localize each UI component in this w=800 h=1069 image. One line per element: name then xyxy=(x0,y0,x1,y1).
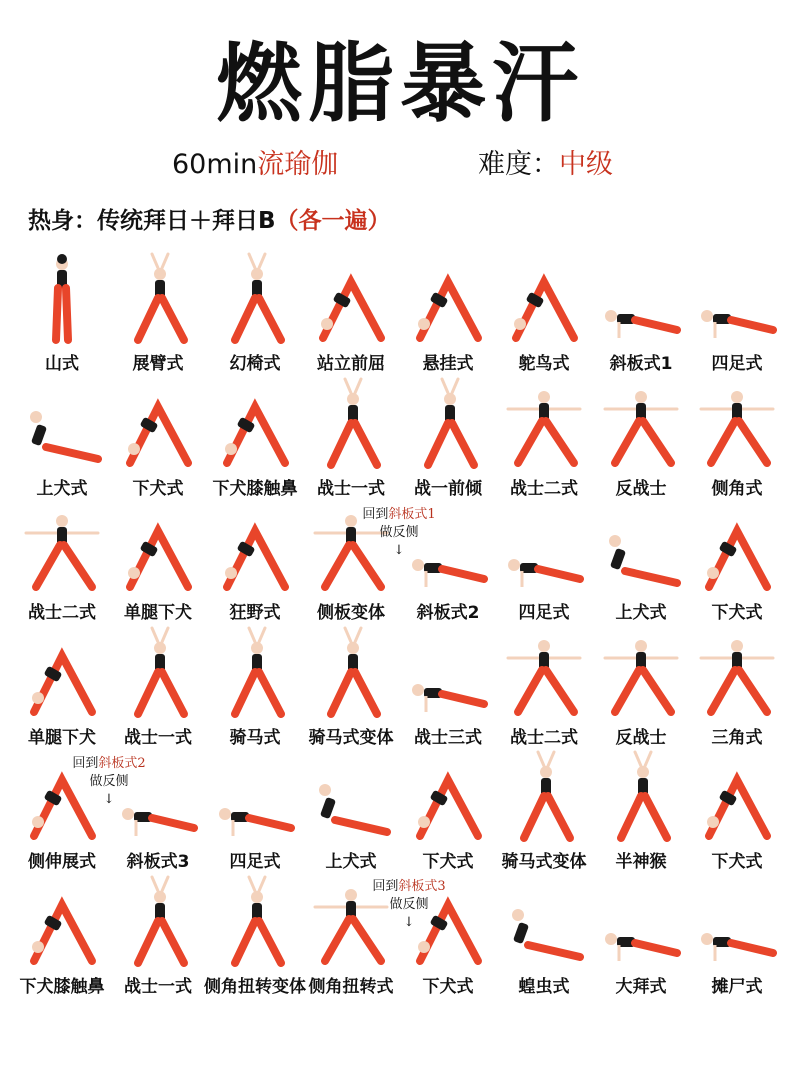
pose-card xyxy=(496,499,592,623)
yoga-pose-figure-icon xyxy=(215,377,295,471)
pose-name: 战士二式 xyxy=(510,478,578,499)
pose-name: 反战士 xyxy=(615,727,667,748)
yoga-pose-figure-icon xyxy=(601,501,681,595)
repeat-note-prefix: 回到 xyxy=(362,507,389,522)
yoga-pose-figure-icon xyxy=(118,501,198,595)
yoga-pose-figure-icon xyxy=(22,377,102,471)
yoga-pose-figure-icon xyxy=(311,377,391,471)
pose-name: 三角式 xyxy=(711,727,763,748)
pose-name: 悬挂式 xyxy=(422,354,474,374)
pose-card xyxy=(14,499,110,623)
pose-name: 站立前屈 xyxy=(317,354,385,374)
pose-card xyxy=(496,873,592,997)
pose-name: 反战士 xyxy=(615,478,667,499)
pose-card xyxy=(400,748,496,872)
pose-name: 摊尸式 xyxy=(711,976,763,997)
yoga-pose-figure-icon xyxy=(697,875,777,969)
pose-card xyxy=(400,250,496,374)
pose-card xyxy=(207,624,303,748)
repeat-note-1 xyxy=(334,506,464,560)
pose-name: 骑马式变体 xyxy=(501,852,587,872)
repeat-note-target: 斜板式1 xyxy=(388,507,436,522)
pose-name: 骑马式 xyxy=(229,727,281,748)
pose-name: 侧伸展式 xyxy=(28,852,96,872)
pose-name: 下犬式 xyxy=(422,976,474,997)
pose-card xyxy=(14,250,110,374)
yoga-pose-figure-icon xyxy=(601,252,681,346)
pose-name: 战士一式 xyxy=(124,976,192,997)
pose-card xyxy=(110,624,206,748)
pose-name: 下犬膝触鼻 xyxy=(212,478,298,499)
yoga-pose-figure-icon xyxy=(311,626,391,720)
repeat-note-target: 斜板式2 xyxy=(98,756,146,771)
pose-card xyxy=(689,873,785,997)
pose-name: 下犬膝触鼻 xyxy=(19,976,105,997)
difficulty-value: 中级 xyxy=(559,149,613,180)
yoga-pose-figure-icon xyxy=(408,252,488,346)
pose-name: 展臂式 xyxy=(132,354,184,374)
pose-name: 上犬式 xyxy=(325,852,377,872)
yoga-pose-figure-icon xyxy=(22,626,102,720)
pose-card xyxy=(496,748,592,872)
repeat-note-3 xyxy=(344,878,474,932)
repeat-note-target: 斜板式3 xyxy=(398,879,446,894)
yoga-pose-figure-icon xyxy=(22,501,102,595)
repeat-note-action: 做反侧 xyxy=(379,525,419,540)
pose-name: 单腿下犬 xyxy=(28,727,96,748)
pose-name: 战士一式 xyxy=(124,727,192,748)
pose-name: 幻椅式 xyxy=(229,354,281,374)
yoga-pose-figure-icon xyxy=(504,252,584,346)
page-title: 燃脂暴汗 xyxy=(216,34,584,134)
yoga-pose-figure-icon xyxy=(601,750,681,844)
yoga-pose-figure-icon xyxy=(118,377,198,471)
yoga-pose-figure-icon xyxy=(215,875,295,969)
pose-card xyxy=(689,499,785,623)
yoga-pose-figure-icon xyxy=(215,252,295,346)
repeat-note-prefix: 回到 xyxy=(372,879,399,894)
pose-name: 下犬式 xyxy=(711,852,763,872)
yoga-pose-figure-icon xyxy=(408,377,488,471)
yoga-pose-figure-icon xyxy=(504,377,584,471)
yoga-pose-figure-icon xyxy=(215,501,295,595)
class-style: 流瑜伽 xyxy=(257,149,339,180)
yoga-pose-figure-icon xyxy=(215,750,295,844)
pose-card xyxy=(593,624,689,748)
yoga-pose-figure-icon xyxy=(601,377,681,471)
pose-card xyxy=(496,375,592,499)
class-info xyxy=(172,142,338,181)
yoga-pose-figure-icon xyxy=(504,626,584,720)
pose-name: 斜板式3 xyxy=(126,852,190,872)
yoga-pose-figure-icon xyxy=(697,626,777,720)
pose-name: 侧角扭转变体 xyxy=(204,976,306,997)
pose-name: 上犬式 xyxy=(615,603,667,623)
down-arrow-icon: ↓ xyxy=(103,792,115,807)
pose-name: 侧角扭转式 xyxy=(308,976,394,997)
yoga-pose-figure-icon xyxy=(311,252,391,346)
pose-name: 战一前倾 xyxy=(414,478,482,499)
pose-card xyxy=(593,748,689,872)
pose-name: 侧角式 xyxy=(711,478,763,499)
yoga-pose-figure-icon xyxy=(22,875,102,969)
warmup-note: （各一遍） xyxy=(275,208,391,234)
pose-name: 下犬式 xyxy=(711,603,763,623)
yoga-pose-figure-icon xyxy=(118,626,198,720)
pose-row-1 xyxy=(14,250,786,375)
yoga-pose-figure-icon xyxy=(408,626,488,720)
yoga-pose-figure-icon xyxy=(601,875,681,969)
pose-card xyxy=(207,375,303,499)
pose-name: 四足式 xyxy=(711,354,763,374)
difficulty-label: 难度： xyxy=(478,149,559,180)
pose-card xyxy=(14,624,110,748)
pose-card xyxy=(400,624,496,748)
pose-row-2 xyxy=(14,375,786,500)
pose-card xyxy=(689,748,785,872)
pose-card xyxy=(496,250,592,374)
pose-card xyxy=(14,873,110,997)
pose-card xyxy=(689,375,785,499)
pose-card xyxy=(593,375,689,499)
duration: 60min xyxy=(172,149,258,180)
yoga-pose-figure-icon xyxy=(118,252,198,346)
pose-row-4 xyxy=(14,624,786,749)
yoga-pose-figure-icon xyxy=(504,875,584,969)
pose-card xyxy=(207,499,303,623)
pose-card xyxy=(303,375,399,499)
repeat-note-prefix: 回到 xyxy=(72,756,99,771)
yoga-pose-figure-icon xyxy=(697,377,777,471)
repeat-note-2 xyxy=(44,755,174,809)
pose-name: 山式 xyxy=(45,354,79,374)
pose-card xyxy=(496,624,592,748)
pose-name: 斜板式1 xyxy=(609,354,673,374)
pose-card xyxy=(204,873,306,997)
yoga-pose-figure-icon xyxy=(601,626,681,720)
pose-card xyxy=(593,873,689,997)
pose-name: 狂野式 xyxy=(229,603,281,623)
yoga-pose-figure-icon xyxy=(215,626,295,720)
yoga-pose-figure-icon xyxy=(118,875,198,969)
warmup-label: 热身：传统拜日＋拜日B xyxy=(28,208,276,234)
pose-card xyxy=(110,250,206,374)
yoga-pose-figure-icon xyxy=(697,252,777,346)
pose-card xyxy=(593,499,689,623)
pose-name: 大拜式 xyxy=(615,976,667,997)
pose-card xyxy=(207,250,303,374)
yoga-pose-figure-icon xyxy=(504,750,584,844)
yoga-pose-figure-icon xyxy=(697,750,777,844)
pose-name: 战士三式 xyxy=(414,727,482,748)
pose-name: 下犬式 xyxy=(422,852,474,872)
pose-card xyxy=(689,250,785,374)
pose-card xyxy=(110,499,206,623)
pose-card xyxy=(400,375,496,499)
pose-name: 战士一式 xyxy=(317,478,385,499)
pose-name: 骑马式变体 xyxy=(308,727,394,748)
pose-card xyxy=(303,250,399,374)
repeat-note-action: 做反侧 xyxy=(89,774,129,789)
pose-card xyxy=(593,250,689,374)
pose-name: 半神猴 xyxy=(615,852,667,872)
pose-name: 上犬式 xyxy=(36,478,88,499)
pose-card xyxy=(110,375,206,499)
pose-card xyxy=(14,375,110,499)
down-arrow-icon: ↓ xyxy=(403,915,415,930)
pose-name: 战士二式 xyxy=(28,603,96,623)
yoga-pose-figure-icon xyxy=(22,252,102,346)
warmup-line xyxy=(28,202,391,235)
pose-name: 单腿下犬 xyxy=(124,603,192,623)
pose-card xyxy=(689,624,785,748)
pose-card xyxy=(303,748,399,872)
pose-name: 战士二式 xyxy=(510,727,578,748)
pose-name: 四足式 xyxy=(518,603,570,623)
yoga-pose-figure-icon xyxy=(697,501,777,595)
pose-name: 鸵鸟式 xyxy=(518,354,570,374)
pose-name: 下犬式 xyxy=(132,478,184,499)
difficulty-info xyxy=(478,142,613,181)
repeat-note-action: 做反侧 xyxy=(389,897,429,912)
pose-name: 蝗虫式 xyxy=(518,976,570,997)
pose-card xyxy=(207,748,303,872)
yoga-pose-figure-icon xyxy=(311,750,391,844)
yoga-pose-figure-icon xyxy=(504,501,584,595)
yoga-pose-figure-icon xyxy=(408,750,488,844)
pose-card xyxy=(110,873,206,997)
pose-name: 斜板式2 xyxy=(416,603,480,623)
pose-name: 侧板变体 xyxy=(317,603,385,623)
down-arrow-icon: ↓ xyxy=(393,543,405,558)
pose-card xyxy=(303,624,399,748)
pose-name: 四足式 xyxy=(229,852,281,872)
